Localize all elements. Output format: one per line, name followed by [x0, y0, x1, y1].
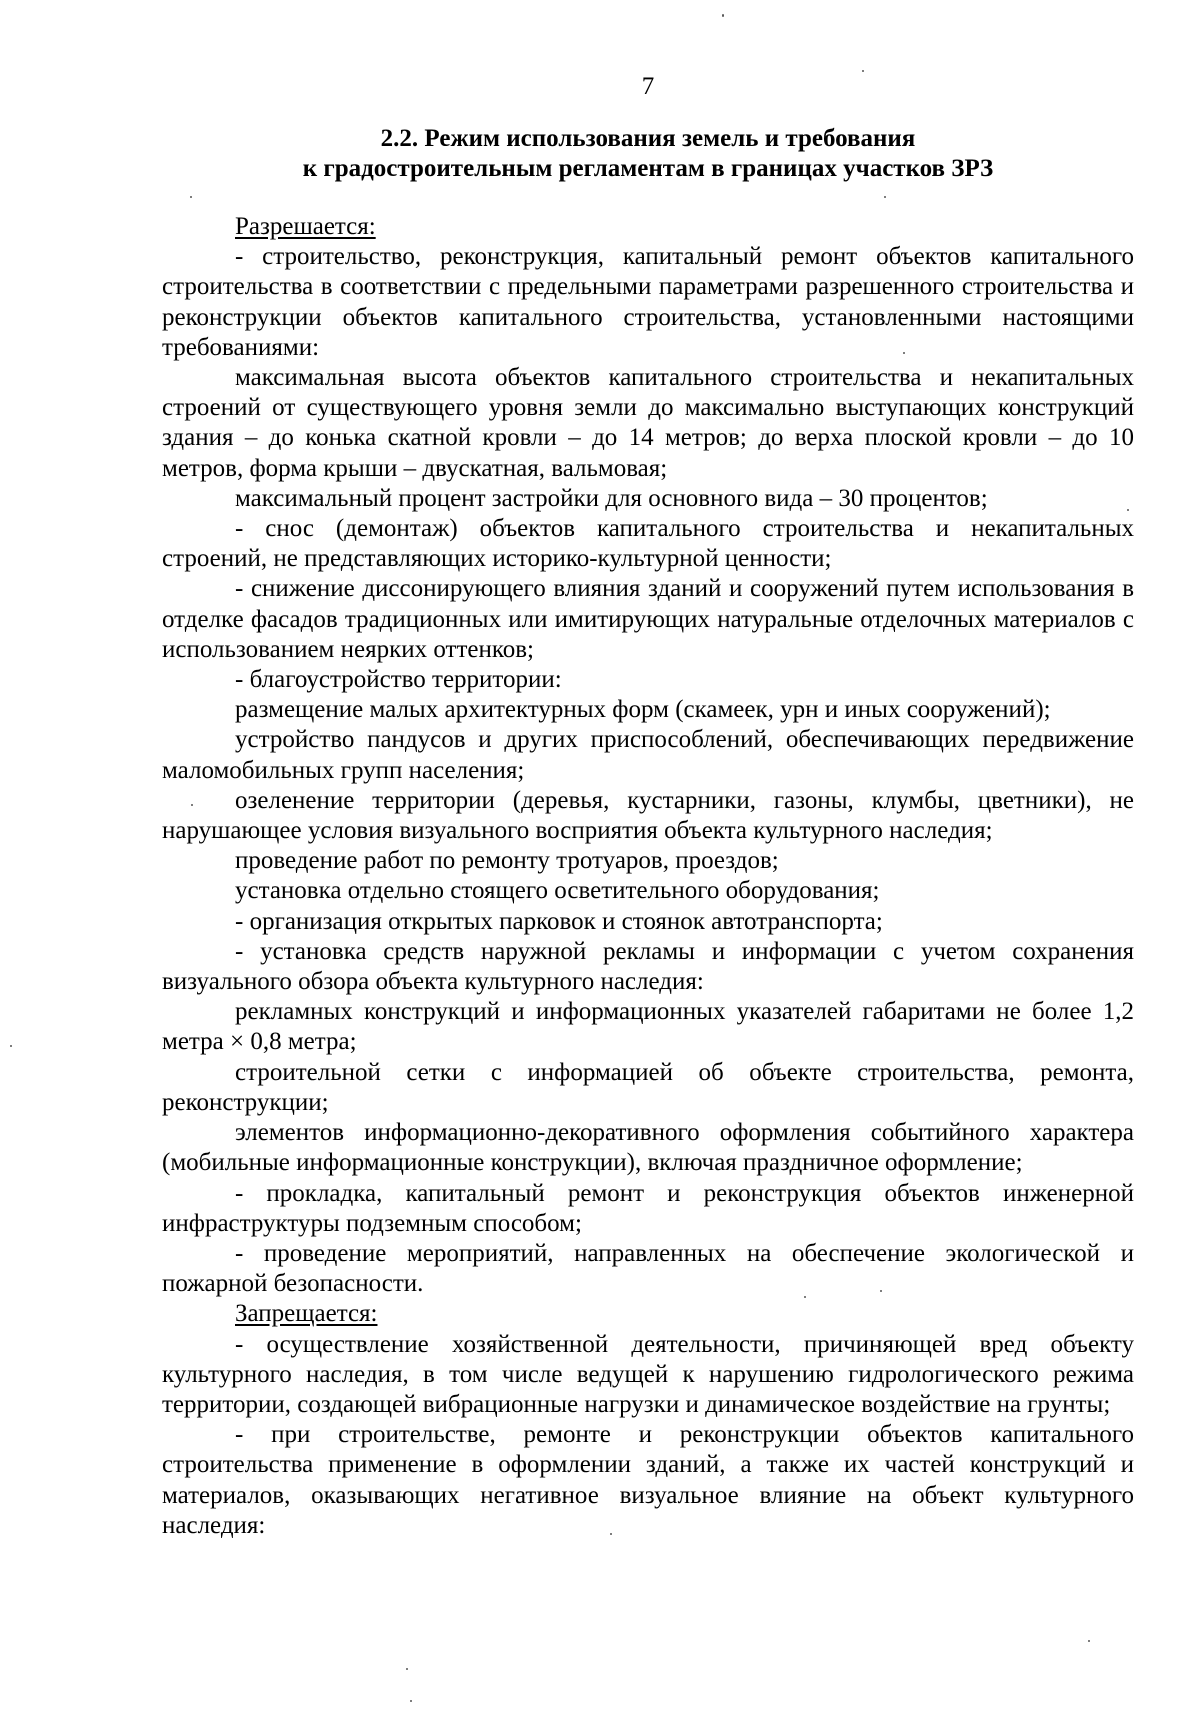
paragraph: - строительство, реконструкция, капитальный ремонт объектов капитального строительства в соответствии с предельными параметрами разрешенного строительства и реконструкции объектов капитального строительства, установленными настоящими требованиями: [162, 243, 1134, 361]
scan-speck [880, 1290, 882, 1292]
scan-speck [1088, 1640, 1090, 1642]
scan-speck [884, 196, 886, 198]
body-text [162, 212, 1134, 1541]
paragraph: - при строительстве, ремонте и реконструкции объектов капитального строительства применение в оформлении зданий, а также их частей конструкций и материалов, оказывающих негативное визуальное влияние на объект культурного наследия: [162, 1421, 1134, 1539]
paragraph: элементов информационно-декоративного оформления событийного характера (мобильные информационные конструкции), включая праздничное оформление; [162, 1119, 1134, 1177]
paragraph: - снижение диссонирующего влияния зданий и сооружений путем использования в отделке фасадов традиционных или имитирующих натуральные отделочных материалов с использованием неярких оттенков; [162, 575, 1134, 663]
scan-speck [1127, 509, 1129, 511]
paragraph: устройство пандусов и других приспособлений, обеспечивающих передвижение маломобильных групп населения; [162, 726, 1134, 784]
scan-speck [190, 196, 192, 198]
paragraph: озеленение территории (деревья, кустарники, газоны, клумбы, цветники), не нарушающее условия визуального восприятия объекта культурного наследия; [162, 786, 1134, 845]
paragraph: - организация открытых парковок и стоянок автотранспорта; [235, 907, 883, 935]
allowed-label: Разрешается: [235, 213, 376, 240]
section-heading [162, 124, 1134, 184]
paragraph: проведение работ по ремонту тротуаров, проездов; [235, 847, 779, 875]
scan-speck [862, 70, 864, 72]
paragraph: - проведение мероприятий, направленных на обеспечение экологической и пожарной безопасности. [162, 1239, 1134, 1298]
paragraph: рекламных конструкций и информационных указателей габаритами не более 1,2 метра × 0,8 метра; [162, 998, 1134, 1056]
paragraph: установка отдельно стоящего осветительного оборудования; [235, 877, 880, 905]
allowed-label-paragraph [162, 212, 1134, 242]
scan-speck [10, 1045, 12, 1047]
paragraph: максимальный процент застройки для основного вида – 30 процентов; [235, 484, 988, 512]
scan-speck [903, 352, 905, 354]
paragraph: максимальная высота объектов капитального строительства и некапитальных строений от существующего уровня земли до максимально выступающих конструкций здания – до конька скатной кровли – до 14 метров; до верха плоской кровли – до 10 метров, форма крыши – двускатная, вальмовая; [162, 364, 1134, 482]
prohibited-label: Запрещается: [235, 1300, 378, 1328]
scan-speck [191, 804, 193, 806]
paragraph: - благоустройство территории: [235, 666, 562, 694]
page-number: 7 [641, 73, 655, 100]
paragraph: размещение малых архитектурных форм (скамеек, урн и иных сооружений); [235, 696, 1051, 724]
paragraph: строительной сетки с информацией об объекте строительства, ремонта, реконструкции; [162, 1058, 1134, 1116]
paragraph: - прокладка, капитальный ремонт и реконструкция объектов инженерной инфраструктуры подземным способом; [162, 1179, 1134, 1237]
scan-speck [406, 1668, 408, 1670]
heading-line-1: 2.2. Режим использования земель и требования [380, 125, 916, 152]
scan-speck [410, 1700, 412, 1702]
scan-speck [610, 1533, 612, 1535]
paragraph: - установка средств наружной рекламы и информации с учетом сохранения визуального обзора объекта культурного наследия: [162, 937, 1134, 996]
heading-line-2: к градостроительным регламентам в границах участков ЗРЗ [302, 155, 994, 182]
scan-speck [722, 14, 724, 17]
prohibited-label-paragraph [162, 1299, 1134, 1329]
paragraph: - осуществление хозяйственной деятельности, причиняющей вред объекту культурного наследия, в том числе ведущей к нарушению гидрологического режима территории, создающей вибрационные нагрузки и динамическое воздействие на грунты; [162, 1330, 1134, 1418]
paragraph: - снос (демонтаж) объектов капитального строительства и некапитальных строений, не представляющих историко-культурной ценности; [162, 515, 1134, 573]
scan-speck [804, 1296, 806, 1298]
